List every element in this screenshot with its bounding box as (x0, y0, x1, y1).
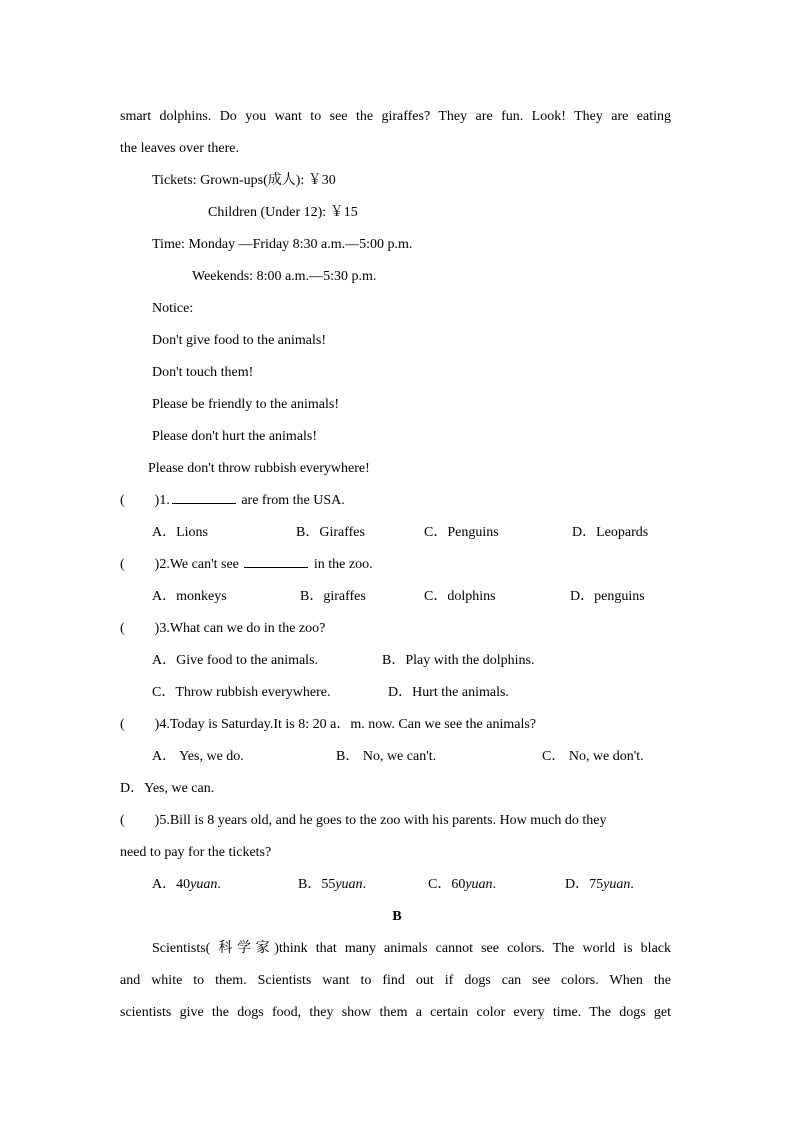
question-text: are from the USA. (241, 493, 345, 508)
notice-item: Don't give food to the animals! (152, 333, 326, 348)
notice-item: Please don't throw rubbish everywhere! (148, 461, 370, 476)
q3-option-d[interactable]: D．Hurt the animals. (388, 685, 509, 700)
q5-option-d[interactable] (565, 875, 634, 895)
question-text: 4.Today is Saturday.It is 8: 20 a．m. now. Can we see the animals? (159, 717, 537, 732)
passage-b-line-1: Scientists( 科学家)think that many animals cannot see colors. The world is black (152, 941, 671, 956)
question-3 (120, 619, 325, 639)
fill-blank[interactable] (172, 491, 236, 504)
answer-paren-open: ( (120, 493, 125, 508)
answer-paren-close: ) (154, 717, 160, 732)
unit: yuan (190, 877, 218, 892)
question-2 (120, 555, 373, 575)
answer-paren-open: ( (120, 621, 125, 636)
tickets-adults: Tickets: Grown-ups(成人): ￥30 (152, 173, 336, 188)
option-value: C．60 (428, 877, 466, 892)
unit: yuan (465, 877, 493, 892)
passage-b-line-2: and white to them. Scientists want to find out if dogs can see colors. When the (120, 973, 671, 988)
q3-option-b[interactable]: B．Play with the dolphins. (382, 653, 535, 668)
answer-paren-close: ) (154, 813, 160, 828)
q3-option-a[interactable]: A．Give food to the animals. (152, 653, 319, 668)
answer-paren-open: ( (120, 557, 125, 572)
answer-paren-close: ) (154, 557, 160, 572)
q4-option-b[interactable]: B． No, we can't. (336, 749, 437, 764)
q5-option-c[interactable] (428, 875, 496, 895)
time-weekends: Weekends: 8:00 a.m.—5:30 p.m. (192, 269, 377, 284)
period: . (630, 877, 634, 892)
passage-b-line-3: scientists give the dogs food, they show them a certain color every time. The dogs get (120, 1005, 671, 1020)
period: . (362, 877, 367, 892)
q4-option-a[interactable]: A． Yes, we do. (152, 749, 244, 764)
question-1 (120, 491, 345, 511)
answer-paren-close: ) (154, 621, 160, 636)
q2-option-c[interactable]: C．dolphins (424, 589, 496, 604)
question-text: in the zoo. (313, 557, 373, 572)
unit: yuan (603, 877, 631, 892)
q1-option-b[interactable]: B．Giraffes (296, 525, 365, 540)
notice-item: Don't touch them! (152, 365, 254, 380)
option-value: A．40 (152, 877, 191, 892)
notice-title: Notice: (152, 301, 194, 316)
fill-blank[interactable] (244, 555, 308, 568)
notice-item: Please be friendly to the animals! (152, 397, 339, 412)
passage-line-2: the leaves over there. (120, 141, 239, 156)
period: . (492, 877, 497, 892)
question-text: 3.What can we do in the zoo? (159, 621, 326, 636)
unit: yuan (335, 877, 363, 892)
q2-option-b[interactable]: B．giraffes (300, 589, 366, 604)
q3-option-c[interactable]: C．Throw rubbish everywhere. (152, 685, 331, 700)
passage-line-1: smart dolphins. Do you want to see the giraffes? They are fun. Look! They are eating (120, 109, 671, 124)
option-value: D．75 (565, 877, 604, 892)
q2-option-a[interactable]: A．monkeys (152, 589, 227, 604)
q1-option-a[interactable]: A．Lions (152, 525, 208, 540)
period: . (217, 877, 221, 892)
option-value: B．55 (298, 877, 336, 892)
section-heading: B (392, 909, 402, 924)
answer-paren-open: ( (120, 813, 125, 828)
answer-paren-open: ( (120, 717, 125, 732)
question-4 (120, 715, 536, 735)
time-weekdays: Time: Monday —Friday 8:30 a.m.—5:00 p.m. (152, 237, 413, 252)
tickets-children: Children (Under 12): ￥15 (208, 205, 358, 220)
q5-option-b[interactable] (298, 875, 366, 895)
notice-item: Please don't hurt the animals! (152, 429, 318, 444)
question-number: 1. (159, 493, 170, 508)
q4-option-d[interactable]: D．Yes, we can. (120, 781, 215, 796)
q1-option-c[interactable]: C．Penguins (424, 525, 499, 540)
question-text: 2.We can't see (159, 557, 239, 572)
q4-option-c[interactable]: C． No, we don't. (542, 749, 644, 764)
question-5-cont: need to pay for the tickets? (120, 845, 272, 860)
question-5 (120, 811, 671, 831)
q5-option-a[interactable] (152, 875, 221, 895)
question-text: 5.Bill is 8 years old, and he goes to the zoo with his parents. How much do they (159, 813, 607, 828)
q2-option-d[interactable]: D．penguins (570, 589, 645, 604)
answer-paren-close: ) (154, 493, 160, 508)
q1-option-d[interactable]: D．Leopards (572, 525, 649, 540)
